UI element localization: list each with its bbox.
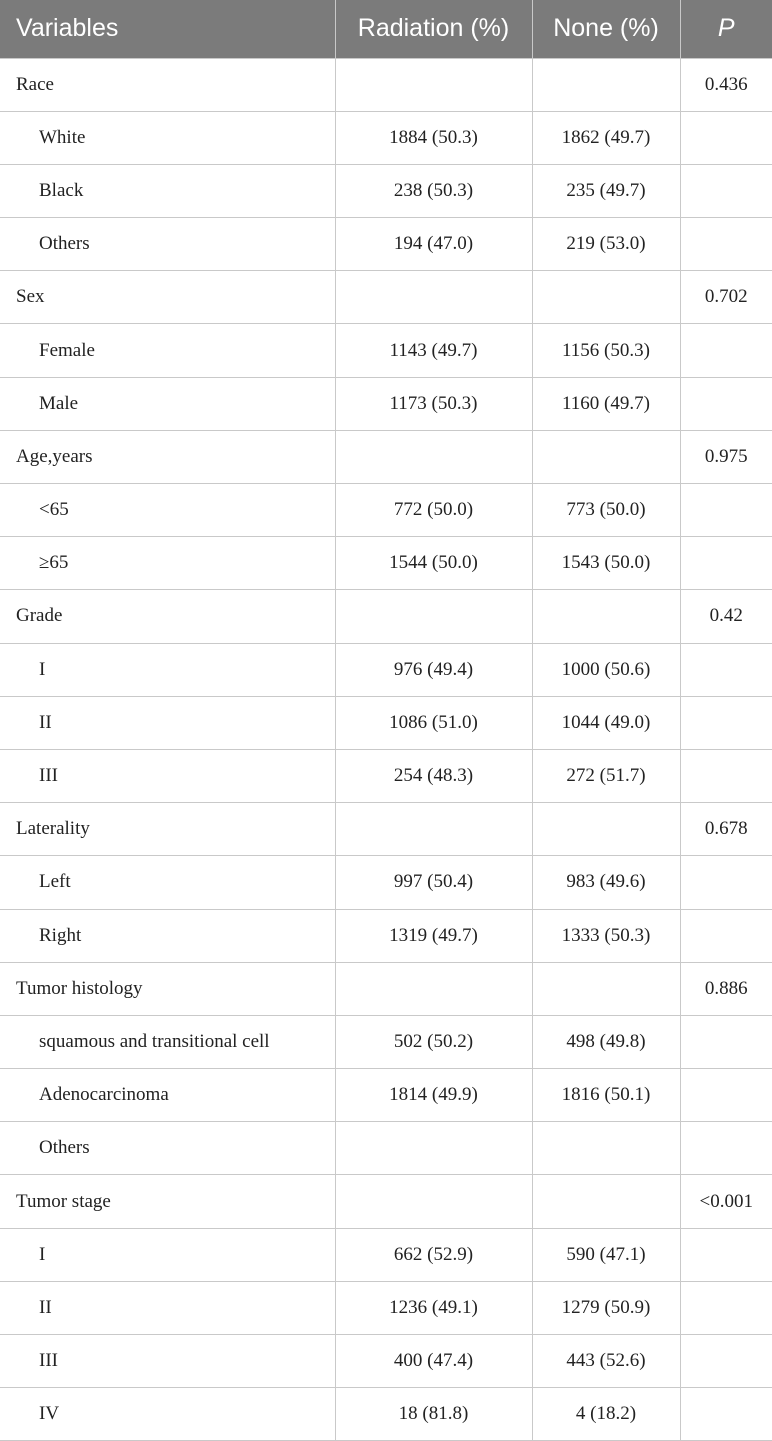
table-row: [0, 1388, 772, 1441]
cell-variable: Race: [0, 58, 335, 111]
cell-variable: Female: [0, 324, 335, 377]
cell-variable: Tumor histology: [0, 962, 335, 1015]
cell-variable: Adenocarcinoma: [0, 1069, 335, 1122]
cell-radiation: 976 (49.4): [335, 643, 532, 696]
cell-variable: II: [0, 696, 335, 749]
cell-p-value: [680, 1122, 772, 1175]
cell-none: 983 (49.6): [532, 856, 680, 909]
cell-p-value: [680, 324, 772, 377]
header-radiation: Radiation (%): [335, 0, 532, 58]
cell-p-value: [680, 909, 772, 962]
cell-p-value: [680, 111, 772, 164]
cell-radiation: [335, 1175, 532, 1228]
cell-none: 1279 (50.9): [532, 1281, 680, 1334]
cell-radiation: 502 (50.2): [335, 1015, 532, 1068]
table-row: [0, 1069, 772, 1122]
cell-none: 219 (53.0): [532, 218, 680, 271]
table-row: [0, 377, 772, 430]
cell-radiation: [335, 430, 532, 483]
table-row: [0, 1015, 772, 1068]
cell-p-value: [680, 1015, 772, 1068]
header-none: None (%): [532, 0, 680, 58]
table-group-row: [0, 271, 772, 324]
table-header: [0, 0, 772, 58]
cell-none: 590 (47.1): [532, 1228, 680, 1281]
table-row: [0, 909, 772, 962]
cell-variable: White: [0, 111, 335, 164]
cell-p-value: <0.001: [680, 1175, 772, 1228]
cell-radiation: 1143 (49.7): [335, 324, 532, 377]
cell-variable: Sex: [0, 271, 335, 324]
cell-none: 4 (18.2): [532, 1388, 680, 1441]
cell-variable: Age,years: [0, 430, 335, 483]
cell-none: [532, 962, 680, 1015]
cell-p-value: [680, 537, 772, 590]
cell-none: 1156 (50.3): [532, 324, 680, 377]
cell-variable: ≥65: [0, 537, 335, 590]
cell-radiation: 254 (48.3): [335, 749, 532, 802]
cell-p-value: [680, 164, 772, 217]
table-group-row: [0, 58, 772, 111]
cell-radiation: [335, 962, 532, 1015]
cell-variable: Male: [0, 377, 335, 430]
cell-radiation: 400 (47.4): [335, 1335, 532, 1388]
cell-p-value: [680, 1069, 772, 1122]
cell-radiation: [335, 58, 532, 111]
cell-p-value: [680, 484, 772, 537]
table-row: [0, 537, 772, 590]
cell-radiation: 997 (50.4): [335, 856, 532, 909]
table-row: [0, 1335, 772, 1388]
cell-variable: III: [0, 1335, 335, 1388]
table-group-row: [0, 1175, 772, 1228]
table-group-row: [0, 803, 772, 856]
cell-radiation: 238 (50.3): [335, 164, 532, 217]
cell-none: [532, 1175, 680, 1228]
header-variables: Variables: [16, 14, 119, 43]
cell-none: [532, 271, 680, 324]
cell-variable: squamous and transitional cell: [0, 1015, 335, 1068]
cell-none: 1160 (49.7): [532, 377, 680, 430]
cell-none: 773 (50.0): [532, 484, 680, 537]
cell-p-value: 0.886: [680, 962, 772, 1015]
cell-none: 1862 (49.7): [532, 111, 680, 164]
table-row: [0, 643, 772, 696]
cell-variable: Right: [0, 909, 335, 962]
cell-variable: II: [0, 1281, 335, 1334]
cell-none: 1000 (50.6): [532, 643, 680, 696]
cell-radiation: 1236 (49.1): [335, 1281, 532, 1334]
table-row: [0, 1281, 772, 1334]
cell-none: [532, 58, 680, 111]
header-p-value: P: [680, 0, 772, 58]
header-row: [0, 0, 772, 58]
cell-none: 498 (49.8): [532, 1015, 680, 1068]
cell-radiation: [335, 1122, 532, 1175]
cell-radiation: 18 (81.8): [335, 1388, 532, 1441]
table-group-row: [0, 430, 772, 483]
cell-variable: I: [0, 643, 335, 696]
cell-none: [532, 803, 680, 856]
cell-none: 1333 (50.3): [532, 909, 680, 962]
cell-none: [532, 1122, 680, 1175]
cell-p-value: [680, 1335, 772, 1388]
table-row: [0, 1228, 772, 1281]
cell-variable: Tumor stage: [0, 1175, 335, 1228]
cell-variable: Others: [0, 218, 335, 271]
cell-p-value: 0.678: [680, 803, 772, 856]
table-row: [0, 1122, 772, 1175]
table-group-row: [0, 590, 772, 643]
cell-none: 1044 (49.0): [532, 696, 680, 749]
table-row: [0, 484, 772, 537]
table-row: [0, 696, 772, 749]
cell-none: 1816 (50.1): [532, 1069, 680, 1122]
table-group-row: [0, 962, 772, 1015]
cell-p-value: 0.42: [680, 590, 772, 643]
cell-radiation: 1319 (49.7): [335, 909, 532, 962]
cell-variable: <65: [0, 484, 335, 537]
cell-radiation: 772 (50.0): [335, 484, 532, 537]
cell-p-value: [680, 1228, 772, 1281]
cell-p-value: [680, 749, 772, 802]
cell-variable: III: [0, 749, 335, 802]
cell-none: 235 (49.7): [532, 164, 680, 217]
cell-radiation: 194 (47.0): [335, 218, 532, 271]
cell-variable: Black: [0, 164, 335, 217]
cell-variable: Others: [0, 1122, 335, 1175]
cell-radiation: 1086 (51.0): [335, 696, 532, 749]
cell-p-value: [680, 218, 772, 271]
table-row: [0, 111, 772, 164]
cell-radiation: 1814 (49.9): [335, 1069, 532, 1122]
cell-none: [532, 430, 680, 483]
cell-p-value: [680, 856, 772, 909]
cell-radiation: [335, 271, 532, 324]
cell-p-value: [680, 1388, 772, 1441]
cell-variable: Grade: [0, 590, 335, 643]
cell-none: 443 (52.6): [532, 1335, 680, 1388]
cell-variable: I: [0, 1228, 335, 1281]
cell-p-value: [680, 696, 772, 749]
cell-radiation: 662 (52.9): [335, 1228, 532, 1281]
cell-radiation: 1884 (50.3): [335, 111, 532, 164]
cell-p-value: 0.975: [680, 430, 772, 483]
table-row: [0, 856, 772, 909]
cell-variable: IV: [0, 1388, 335, 1441]
table-row: [0, 218, 772, 271]
table-body: [0, 58, 772, 1441]
cell-p-value: [680, 1281, 772, 1334]
cell-none: 272 (51.7): [532, 749, 680, 802]
cell-p-value: [680, 643, 772, 696]
cell-radiation: 1544 (50.0): [335, 537, 532, 590]
cell-none: [532, 590, 680, 643]
cell-p-value: 0.436: [680, 58, 772, 111]
cell-variable: Left: [0, 856, 335, 909]
cell-radiation: [335, 590, 532, 643]
cell-none: 1543 (50.0): [532, 537, 680, 590]
table-row: [0, 749, 772, 802]
cell-radiation: [335, 803, 532, 856]
cell-p-value: [680, 377, 772, 430]
cell-radiation: 1173 (50.3): [335, 377, 532, 430]
cell-p-value: 0.702: [680, 271, 772, 324]
table-row: [0, 164, 772, 217]
table-row: [0, 324, 772, 377]
cell-variable: Laterality: [0, 803, 335, 856]
